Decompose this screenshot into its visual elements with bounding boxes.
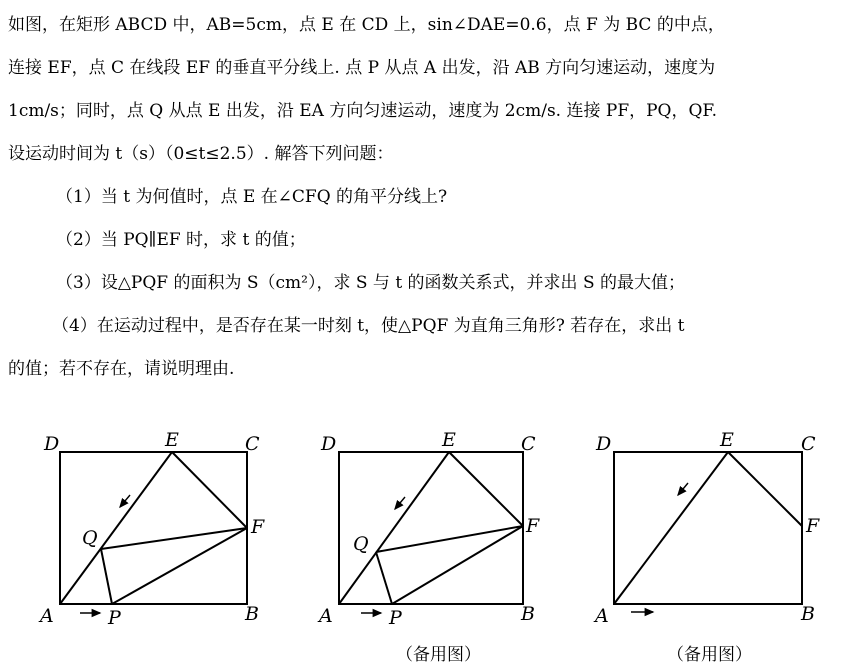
label-c-2: C [521, 433, 536, 455]
segment-ae-1 [60, 452, 172, 604]
label-e-3: E [720, 429, 734, 451]
label-f-1: F [251, 516, 265, 538]
label-a-2: A [319, 605, 333, 627]
label-b-2: B [521, 603, 535, 625]
problem-text [8, 4, 838, 391]
question-4: （4）在运动过程中，是否存在某一时刻 t，使△PQF 为直角三角形? 若存在，求出 t [52, 316, 685, 336]
geometry-figures [0, 428, 845, 672]
question-2: （2）当 PQ∥EF 时，求 t 的值； [56, 230, 306, 250]
label-c-3: C [801, 433, 816, 455]
label-d-3: D [596, 433, 612, 455]
question-1: （1）当 t 为何值时，点 E 在∠CFQ 的角平分线上? [56, 187, 448, 207]
labels-figure-main [38, 429, 265, 629]
labels-figure-backup-2 [593, 429, 820, 627]
caption-backup-1: （备用图） [396, 645, 481, 665]
label-q-1: Q [82, 527, 98, 549]
label-b-1: B [245, 603, 259, 625]
label-a-3: A [595, 605, 609, 627]
segment-pf-1 [112, 528, 247, 604]
segment-ef-3 [728, 452, 802, 526]
arrow-q-3 [678, 483, 688, 495]
label-c-1: C [245, 433, 260, 455]
problem-line-2: 连接 EF，点 C 在线段 EF 的垂直平分线上. 点 P 从点 A 出发，沿 AB 方向匀速运动，速度为 [8, 58, 716, 78]
label-a-1: A [40, 605, 54, 627]
label-f-2: F [526, 515, 540, 537]
label-b-3: B [801, 603, 815, 625]
label-e-1: E [165, 429, 179, 451]
caption-backup-2: （备用图） [667, 645, 752, 665]
label-p-2: P [389, 607, 402, 629]
rectangle-abcd-3 [614, 452, 802, 604]
label-q-2: Q [353, 533, 369, 555]
segment-ef-1 [172, 452, 247, 528]
label-d-2: D [321, 433, 337, 455]
label-e-2: E [442, 429, 456, 451]
label-d-1: D [44, 433, 60, 455]
segment-ae-2 [339, 452, 449, 604]
segment-qp-2 [376, 552, 392, 604]
problem-line-4: 设运动时间为 t（s）（0≤t≤2.5）. 解答下列问题： [8, 144, 394, 164]
label-f-3: F [806, 515, 820, 537]
question-4-continued: 的值；若不存在，请说明理由. [8, 359, 235, 379]
segment-qp-1 [101, 549, 112, 604]
problem-line-1: 如图，在矩形 ABCD 中，AB=5cm，点 E 在 CD 上，sin∠DAE=0.6，点 F 为 BC 的中点， [8, 15, 725, 35]
arrow-q-2 [395, 497, 405, 509]
arrow-q-1 [120, 495, 130, 507]
segment-qf-1 [101, 528, 247, 549]
segment-ae-3 [614, 452, 728, 604]
segment-ef-2 [449, 452, 523, 526]
figure-backup-2 [614, 452, 802, 612]
problem-line-3: 1cm/s；同时，点 Q 从点 E 出发，沿 EA 方向匀速运动，速度为 2cm/s. 连接 PF，PQ，QF. [8, 101, 717, 121]
question-3: （3）设△PQF 的面积为 S（cm²），求 S 与 t 的函数关系式，并求出 S 的最大值； [56, 273, 686, 293]
label-p-1: P [108, 607, 121, 629]
